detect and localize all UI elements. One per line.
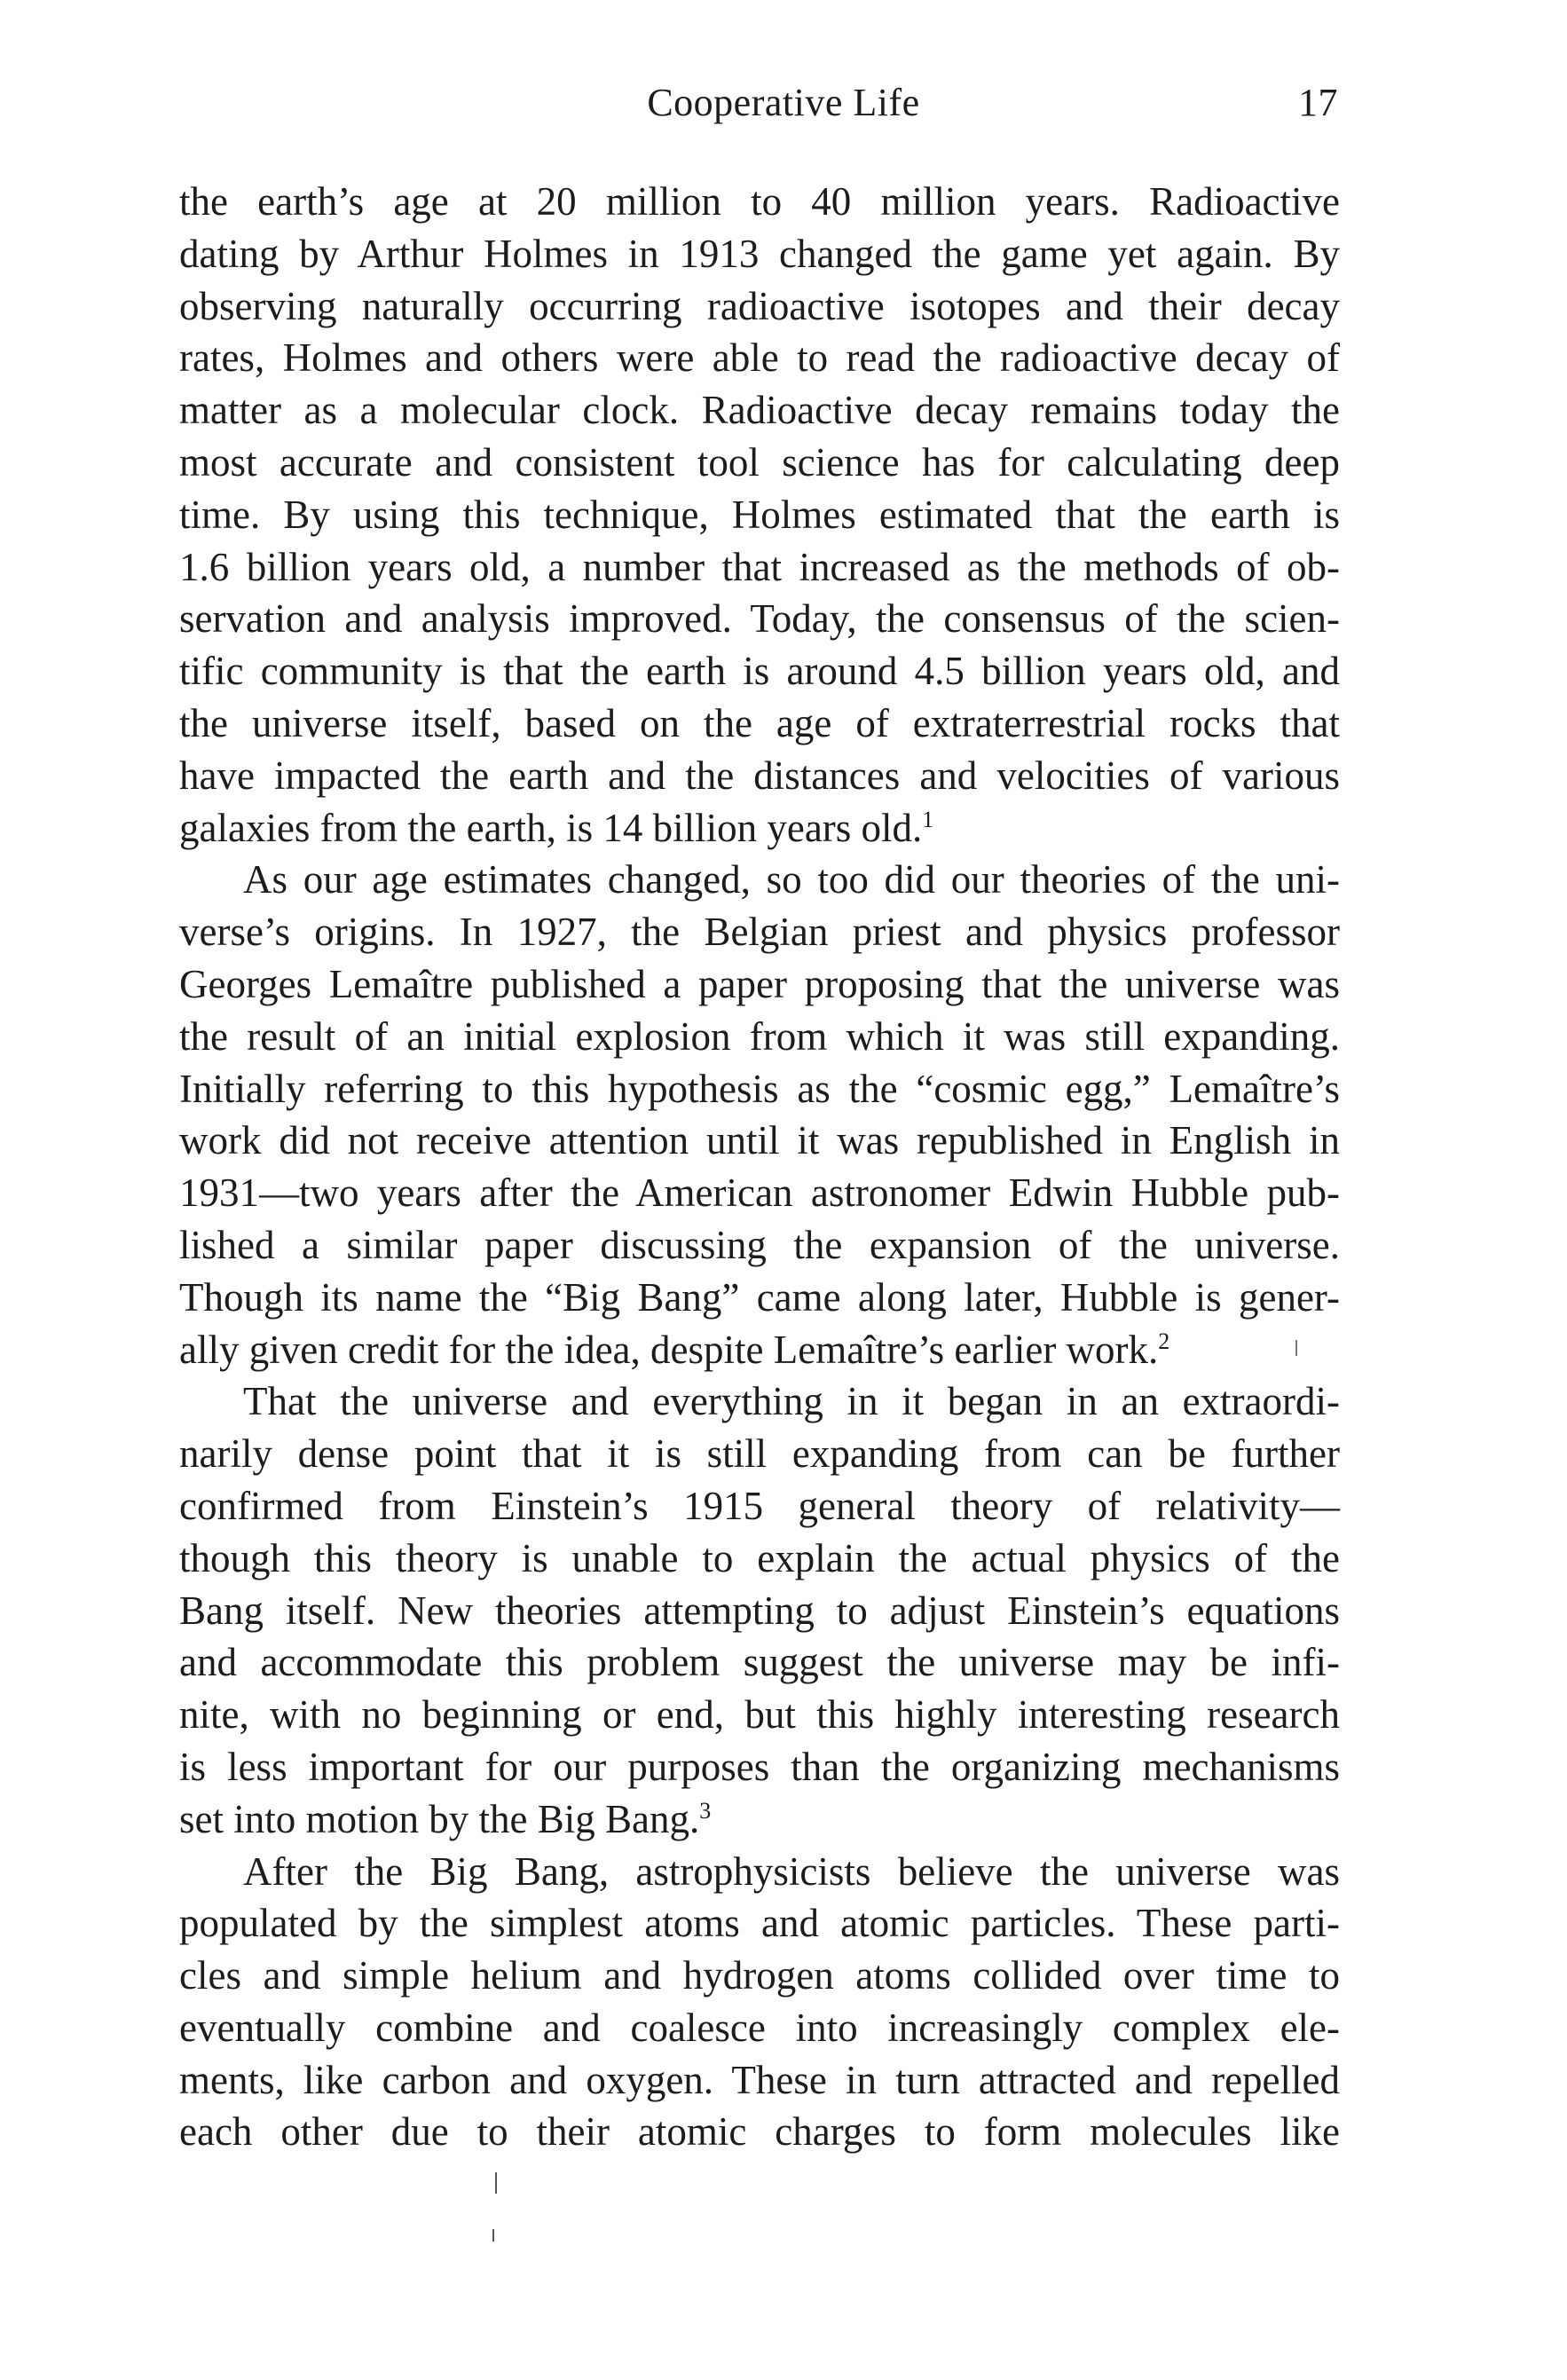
text-line: 1.6 billion years old, a number that increased as the methods of ob- (179, 544, 1340, 589)
text-line: cles and simple helium and hydrogen atoms collided over time to (179, 1953, 1340, 1998)
line-text: set into motion by the Big Bang. (179, 1796, 700, 1841)
text-line: tific community is that the earth is around 4.5 billion years old, and (179, 649, 1340, 694)
text-line: confirmed from Einstein’s 1915 general theory of relativity— (179, 1483, 1340, 1528)
text-line: and accommodate this problem suggest the universe may be infi- (179, 1640, 1340, 1685)
paragraph-end-line (179, 802, 1340, 855)
text-line: narily dense point that it is still expanding from can be further (179, 1431, 1340, 1477)
text-line: nite, with no beginning or end, but this highly interesting research (179, 1692, 1340, 1738)
text-line: As our age estimates changed, so too did our theories of the uni- (243, 857, 1340, 902)
text-line: each other due to their atomic charges to form molecules like (179, 2109, 1340, 2155)
text-line: though this theory is unable to explain the actual physics of the (179, 1535, 1340, 1580)
text-line: is less important for our purposes than the organizing mechanisms (179, 1744, 1340, 1789)
text-line: rates, Holmes and others were able to read the radioactive decay of (179, 335, 1340, 381)
text-line: lished a similar paper discussing the expansion of the universe. (179, 1222, 1340, 1267)
footnote-ref-1[interactable]: 1 (922, 806, 934, 832)
line-text: galaxies from the earth, is 14 billion years old. (179, 805, 923, 850)
footnote-ref-3[interactable]: 3 (699, 1797, 712, 1824)
paragraph-end-line (179, 1793, 1340, 1846)
text-line: populated by the simplest atoms and atomic particles. These parti- (179, 1901, 1340, 1946)
page-number: 17 (1298, 81, 1338, 124)
text-line: eventually combine and coalesce into increasingly complex ele- (179, 2005, 1340, 2050)
text-line: observing naturally occurring radioactive isotopes and their decay (179, 283, 1340, 328)
running-head-title: Cooperative Life (647, 81, 920, 124)
text-line: the result of an initial explosion from which it was still expanding. (179, 1013, 1340, 1059)
running-head (0, 80, 1567, 133)
text-line: That the universe and everything in it began in an extraordi- (243, 1379, 1340, 1424)
scan-artifact-mark (495, 2172, 497, 2194)
text-line: work did not receive attention until it was republished in English in (179, 1118, 1340, 1163)
text-line: Georges Lemaître published a paper proposing that the universe was (179, 961, 1340, 1006)
text-line: most accurate and consistent tool science has for calculating deep (179, 439, 1340, 485)
text-line: the universe itself, based on the age of extraterrestrial rocks that (179, 700, 1340, 745)
scan-artifact-mark (1295, 1340, 1297, 1356)
text-line: dating by Arthur Holmes in 1913 changed the game yet again. By (179, 231, 1340, 276)
text-line: time. By using this technique, Holmes estimated that the earth is (179, 492, 1340, 537)
scan-artifact-mark (492, 2229, 494, 2242)
text-line: the earth’s age at 20 million to 40 million years. Radioactive (179, 179, 1340, 224)
text-line: Initially referring to this hypothesis as the “cosmic egg,” Lemaître’s (179, 1066, 1340, 1111)
text-line: ments, like carbon and oxygen. These in turn attracted and repelled (179, 2057, 1340, 2102)
text-line: Bang itself. New theories attempting to adjust Einstein’s equations (179, 1588, 1340, 1633)
line-text: ally given credit for the idea, despite Lemaître’s earlier work. (179, 1327, 1159, 1372)
footnote-ref-2[interactable]: 2 (1158, 1328, 1170, 1354)
text-line: servation and analysis improved. Today, the consensus of the scien- (179, 596, 1340, 642)
text-line: 1931—two years after the American astronomer Edwin Hubble pub- (179, 1170, 1340, 1216)
text-line: verse’s origins. In 1927, the Belgian priest and physics professor (179, 910, 1340, 955)
text-line: Though its name the “Big Bang” came along later, Hubble is gener- (179, 1274, 1340, 1320)
text-line: have impacted the earth and the distances and velocities of various (179, 753, 1340, 798)
paragraph-end-line (179, 1324, 1340, 1376)
text-line: matter as a molecular clock. Radioactive decay remains today the (179, 388, 1340, 433)
body-text (179, 176, 1340, 2158)
text-line: After the Big Bang, astrophysicists believe the universe was (243, 1848, 1340, 1894)
